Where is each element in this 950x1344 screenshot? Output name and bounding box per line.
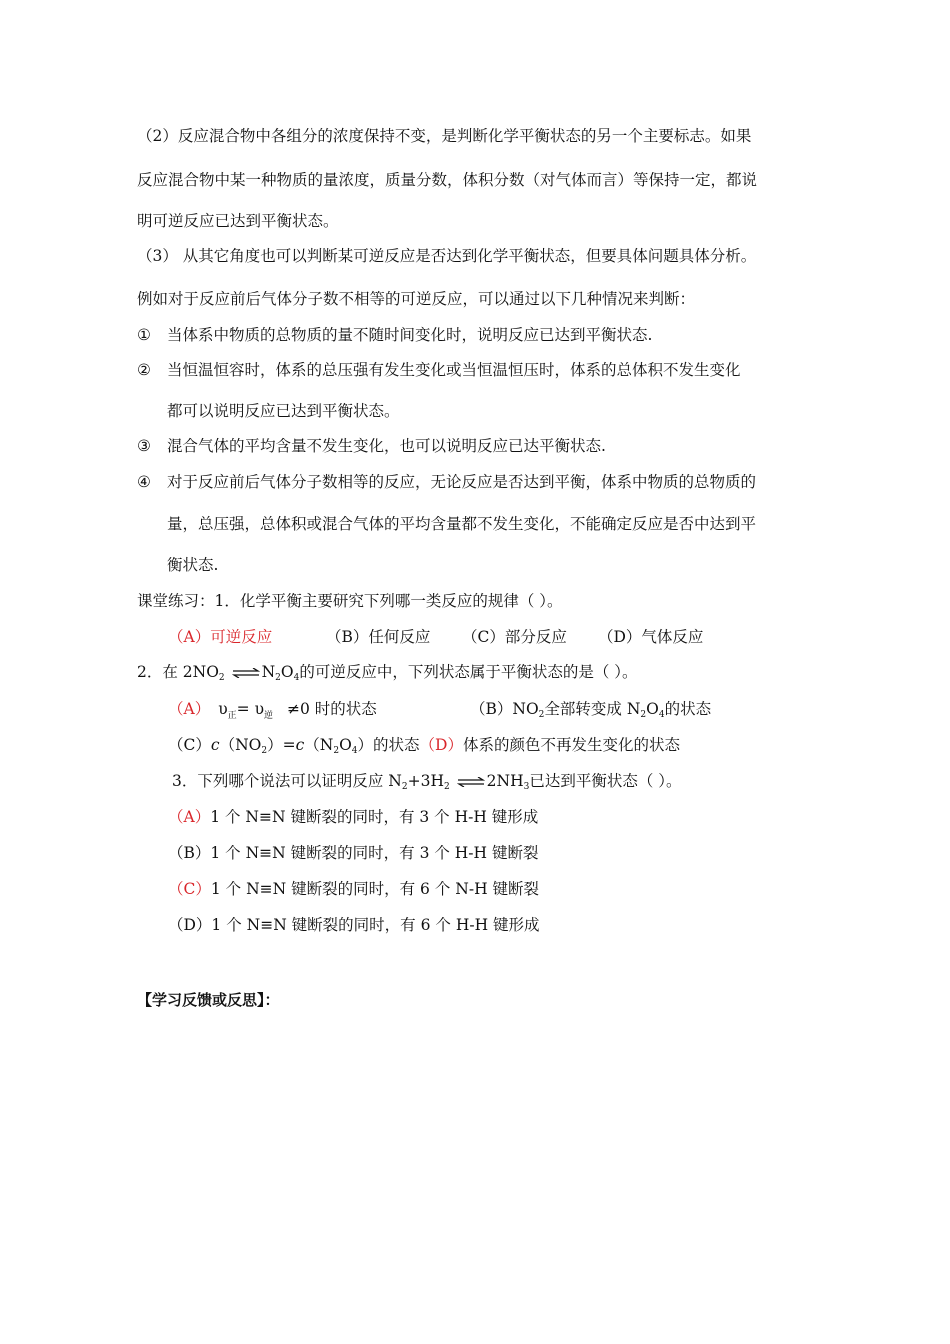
q3-sub: 2: [443, 782, 450, 792]
q3-option-c-label: （C）: [168, 880, 211, 898]
q2-option-d-label: （D）: [419, 736, 463, 754]
q3-option-b: （B）1 个 N≡N 键断裂的同时，有 3 个 H-H 键断裂: [168, 844, 539, 862]
q2-option-b: [470, 699, 711, 725]
q2-option-c-text: O: [339, 736, 352, 754]
q2-stem-mid: N: [261, 663, 276, 681]
para3-line1: （3） 从其它角度也可以判断某可逆反应是否达到化学平衡状态，但要具体问题具体分析。: [137, 247, 757, 265]
q3-stem-post: 已达到平衡状态（ ）。: [529, 772, 682, 790]
equilibrium-arrow-icon: [457, 777, 485, 787]
item-2: [137, 360, 741, 380]
q2-option-a-label: （A）: [168, 700, 211, 718]
item-4-number: ④: [137, 473, 151, 491]
q3-sub: 3: [523, 782, 530, 792]
q3-option-c-text: 1 个 N≡N 键断裂的同时，有 6 个 N-H 键断裂: [210, 880, 540, 898]
item-3-number: ③: [137, 437, 151, 455]
para2-line3: 明可逆反应已达到平衡状态。: [137, 212, 339, 230]
q3-option-a: [168, 807, 538, 827]
item-4: [137, 472, 756, 492]
item-4-cont1: 量，总压强，总体积或混合气体的平均含量都不发生变化，不能确定反应是否中达到平: [167, 515, 757, 533]
q3-option-d: （D）1 个 N≡N 键断裂的同时，有 6 个 H-H 键形成: [168, 916, 540, 934]
q2-option-c-text: （N: [304, 736, 334, 754]
q2-option-c-text: （NO: [219, 736, 262, 754]
q3-stem-mid2: 2NH: [486, 772, 524, 790]
feedback-heading: 【学习反馈或反思】：: [137, 991, 280, 1009]
q2-sub: 4: [293, 673, 300, 683]
q2-sub: 2: [275, 673, 281, 683]
q2-stem-post: 的可逆反应中，下列状态属于平衡状态的是（ ）。: [299, 663, 638, 681]
q2-option-b-text: （B）NO: [470, 700, 539, 718]
q2-sub: 2: [218, 673, 225, 683]
q2-option-a-text: ≠0 时的状态: [287, 700, 377, 718]
item-3: [137, 436, 606, 456]
q2-option-c-text: ）=: [267, 736, 296, 754]
item-1-number: ①: [137, 326, 151, 344]
item-1: [137, 325, 652, 345]
q1-option-a: （A）可逆反应: [168, 628, 273, 646]
q2-option-a-text: = υ: [236, 700, 264, 718]
q2-option-a-text: υ: [218, 700, 228, 718]
q2-option-b-sub: 4: [658, 710, 665, 720]
q2-option-a-sub: 正: [227, 711, 237, 721]
q2-stem: [137, 662, 638, 688]
para2-line2: 反应混合物中某一种物质的量浓度，质量分数，体积分数（对气体而言）等保持一定，都说: [137, 171, 758, 189]
q3-option-c: [168, 879, 539, 899]
q2-option-b-text: 的状态: [664, 700, 712, 718]
para2-line1: （2）反应混合物中各组分的浓度保持不变，是判断化学平衡状态的另一个主要标志。如果: [137, 127, 752, 145]
q2-option-c-sub: 4: [351, 746, 358, 756]
q1-option-b: （B）任何反应: [326, 628, 431, 646]
q3-option-a-text: 1 个 N≡N 键断裂的同时，有 3 个 H-H 键形成: [210, 808, 539, 826]
q2-option-b-text: O: [646, 700, 659, 718]
item-2-text: 当恒温恒容时，体系的总压强有发生变化或当恒温恒压时，体系的总体积不发生变化: [167, 361, 741, 379]
item-2-cont: 都可以说明反应已达到平衡状态。: [167, 402, 400, 420]
q2-option-d-text: 体系的颜色不再发生变化的状态: [462, 736, 680, 754]
q2-option-b-sub: 2: [640, 710, 647, 720]
para3-line2: 例如对于反应前后气体分子数不相等的可逆反应，可以通过以下几种情况来判断：: [137, 290, 696, 308]
item-3-text: 混合气体的平均含量不发生变化，也可以说明反应已达平衡状态.: [167, 437, 606, 455]
item-4-cont2: 衡状态.: [167, 556, 219, 574]
q2-option-c-sub: 2: [261, 746, 268, 756]
q1-stem: 课堂练习：1．化学平衡主要研究下列哪一类反应的规律（ ）。: [137, 592, 563, 610]
q2-stem-pre: 2．在 2NO: [137, 663, 219, 681]
q2-option-c-label: （C）: [168, 736, 211, 754]
equilibrium-arrow-icon: [232, 668, 260, 678]
q2-option-c-text: c: [210, 736, 220, 754]
item-4-text: 对于反应前后气体分子数相等的反应，无论反应是否达到平衡，体系中物质的总物质的: [167, 473, 757, 491]
q2-option-b-sub: 2: [538, 710, 545, 720]
q3-stem: [172, 771, 682, 797]
item-2-number: ②: [137, 361, 151, 379]
item-1-text: 当体系中物质的总物质的量不随时间变化时，说明反应已达到平衡状态.: [167, 326, 653, 344]
q2-option-a: [168, 699, 377, 726]
q2-option-c: [168, 735, 680, 761]
q2-option-b-text: 全部转变成 N: [544, 700, 641, 718]
q2-stem-mid2: O: [280, 663, 294, 681]
q2-option-a-sub: 逆: [264, 711, 274, 721]
q2-option-c-text: ）的状态: [357, 736, 420, 754]
q1-option-c: （C）部分反应: [462, 628, 567, 646]
q3-sub: 2: [401, 782, 408, 792]
q1-option-d: （D）气体反应: [598, 628, 704, 646]
q2-option-c-sub: 2: [333, 746, 340, 756]
q3-stem-mid: +3H: [407, 772, 444, 790]
q3-option-a-label: （A）: [168, 808, 211, 826]
q3-stem-pre: 3．下列哪个说法可以证明反应 N: [172, 772, 402, 790]
q2-option-c-text: c: [295, 736, 305, 754]
